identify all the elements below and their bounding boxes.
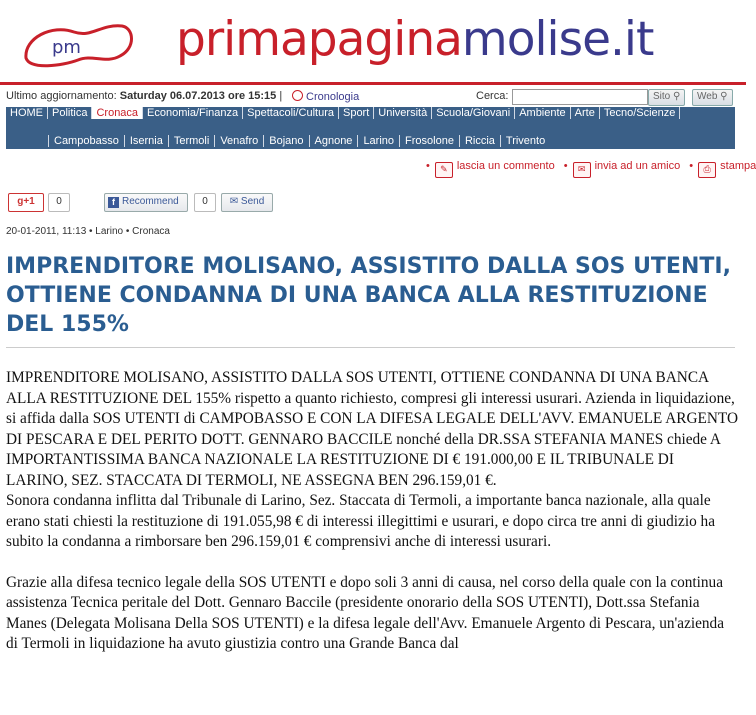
facebook-icon: f bbox=[108, 197, 119, 208]
google-plus-button[interactable]: g+1 bbox=[8, 193, 44, 212]
nav-item-sport[interactable]: Sport bbox=[339, 107, 374, 119]
nav-town-riccia[interactable]: Riccia bbox=[459, 135, 500, 147]
nav-item-arte[interactable]: Arte bbox=[571, 107, 600, 119]
article-paragraph: IMPRENDITORE MOLISANO, ASSISTITO DALLA SOS UTENTI, OTTIENE CONDANNA DI UNA BANCA ALLA RESTITUZIONE DEL 155% rispetto a quanto richiesto, compresi gli interessi usurari. Azienda in liquidazione, si affida dalla SOS UTENTI di CAMPOBASSO E CON LA DIFESA LEGALE DELL'AVV. EMANUELE ARGENTO DI PESCARA E DEL PERITO DOTT. GENNARO BACCILE nonché della DR.SSA STEFANIA MANES chiede A IMPORTANTISSIMA BANCA NAZIONALE LA RESTITUZIONE DI € 191.000,00 E IL TRIBUNALE DI LARINO, SEZ. STACCATA DI TERMOLI, NE ASSEGNA BEN 296.159,01 €. bbox=[6, 369, 739, 489]
printer-icon: ⎙ bbox=[698, 162, 716, 178]
nav-item-spettacoli[interactable]: Spettacoli/Cultura bbox=[243, 107, 339, 119]
info-bar bbox=[0, 85, 746, 107]
main-nav bbox=[6, 107, 735, 149]
article-paragraph: Sonora condanna inflitta dal Tribunale di Larino, Sez. Staccata di Termoli, a importante banca nazionale, alla quale erano stati chiesti la restituzione di 191.055,98 € di interessi illegittimi e usurari, e dopo circa tre anni di giudizio ha subito la condanna a rimborsare ben 296.159,01 € comprensivi anche di interessi usurari. bbox=[6, 492, 715, 550]
nav-item-scuola[interactable]: Scuola/Giovani bbox=[432, 107, 515, 119]
nav-item-cronaca[interactable]: Cronaca bbox=[92, 107, 143, 119]
magnifier-icon: ⚲ bbox=[720, 91, 728, 102]
nav-town-trivento[interactable]: Trivento bbox=[500, 135, 550, 147]
comment-icon: ✎ bbox=[435, 162, 453, 178]
print-action[interactable]: • ⎙ stampa bbox=[689, 160, 756, 178]
search-web-button[interactable]: Web ⚲ bbox=[692, 89, 733, 106]
search-input[interactable] bbox=[512, 89, 648, 105]
site-logo[interactable]: primapaginamolise.it bbox=[176, 12, 654, 67]
nav-town-bojano[interactable]: Bojano bbox=[263, 135, 308, 147]
article-body bbox=[6, 368, 739, 675]
nav-sections bbox=[6, 107, 735, 120]
svg-text:pm: pm bbox=[52, 37, 81, 58]
nav-item-ambiente[interactable]: Ambiente bbox=[515, 107, 570, 119]
last-update: Ultimo aggiornamento: Saturday 06.07.2013 ore 15:15 | bbox=[6, 90, 283, 102]
nav-town-isernia[interactable]: Isernia bbox=[124, 135, 168, 147]
nav-item-economia[interactable]: Economia/Finanza bbox=[143, 107, 243, 119]
article-actions bbox=[420, 160, 756, 178]
nav-item-universita[interactable]: Università bbox=[374, 107, 432, 119]
google-plus-count: 0 bbox=[48, 193, 70, 212]
article-meta: 20-01-2011, 11:13 • Larino • Cronaca bbox=[6, 226, 170, 237]
envelope-icon: ✉ bbox=[573, 162, 591, 178]
nav-town-campobasso[interactable]: Campobasso bbox=[48, 135, 124, 147]
title-divider bbox=[6, 347, 735, 348]
logo-mark-icon[interactable] bbox=[22, 18, 140, 70]
site-header bbox=[0, 0, 746, 82]
search-site-button[interactable]: Sito ⚲ bbox=[648, 89, 685, 106]
comment-action[interactable]: • ✎ lascia un commento bbox=[426, 160, 555, 178]
article-title: IMPRENDITORE MOLISANO, ASSISTITO DALLA SOS UTENTI, OTTIENE CONDANNA DI UNA BANCA ALLA RESTITUZIONE DEL 155% bbox=[6, 254, 731, 337]
nav-town-termoli[interactable]: Termoli bbox=[168, 135, 214, 147]
clock-icon bbox=[292, 90, 303, 101]
cronologia-link[interactable]: Cronologia bbox=[292, 90, 359, 103]
nav-town-agnone[interactable]: Agnone bbox=[309, 135, 358, 147]
send-icon: ✉ bbox=[229, 196, 239, 207]
article-paragraph: Grazie alla difesa tecnico legale della SOS UTENTI e dopo soli 3 anni di causa, nel corso della quale con la continua assistenza Tecnica peritale del Dott. Gennaro Baccile (presidente onorario della SOS UTENTI), Dott.ssa Stefania Manes (Delegata Molisana Della SOS UTENTI) e la difesa legale dell'Avv. Emanuele Argento di Pescara, un'azienda di Termoli in liquidazione ha avuto giustizia contro una Grande Banca dal bbox=[6, 573, 724, 652]
nav-towns bbox=[6, 135, 735, 148]
facebook-send-button[interactable]: ✉ Send bbox=[221, 193, 273, 212]
nav-town-venafro[interactable]: Venafro bbox=[214, 135, 263, 147]
nav-town-frosolone[interactable]: Frosolone bbox=[399, 135, 459, 147]
nav-town-larino[interactable]: Larino bbox=[357, 135, 399, 147]
nav-item-politica[interactable]: Politica bbox=[48, 107, 92, 119]
google-plus-icon: g bbox=[17, 196, 24, 207]
facebook-recommend-button[interactable]: f Recommend bbox=[104, 193, 188, 212]
send-friend-action[interactable]: • ✉ invia ad un amico bbox=[564, 160, 680, 178]
nav-item-home[interactable]: HOME bbox=[6, 107, 48, 119]
facebook-count: 0 bbox=[194, 193, 216, 212]
magnifier-icon: ⚲ bbox=[673, 91, 681, 102]
search-label: Cerca: bbox=[476, 90, 509, 102]
nav-item-tecno[interactable]: Tecno/Scienze bbox=[600, 107, 681, 119]
